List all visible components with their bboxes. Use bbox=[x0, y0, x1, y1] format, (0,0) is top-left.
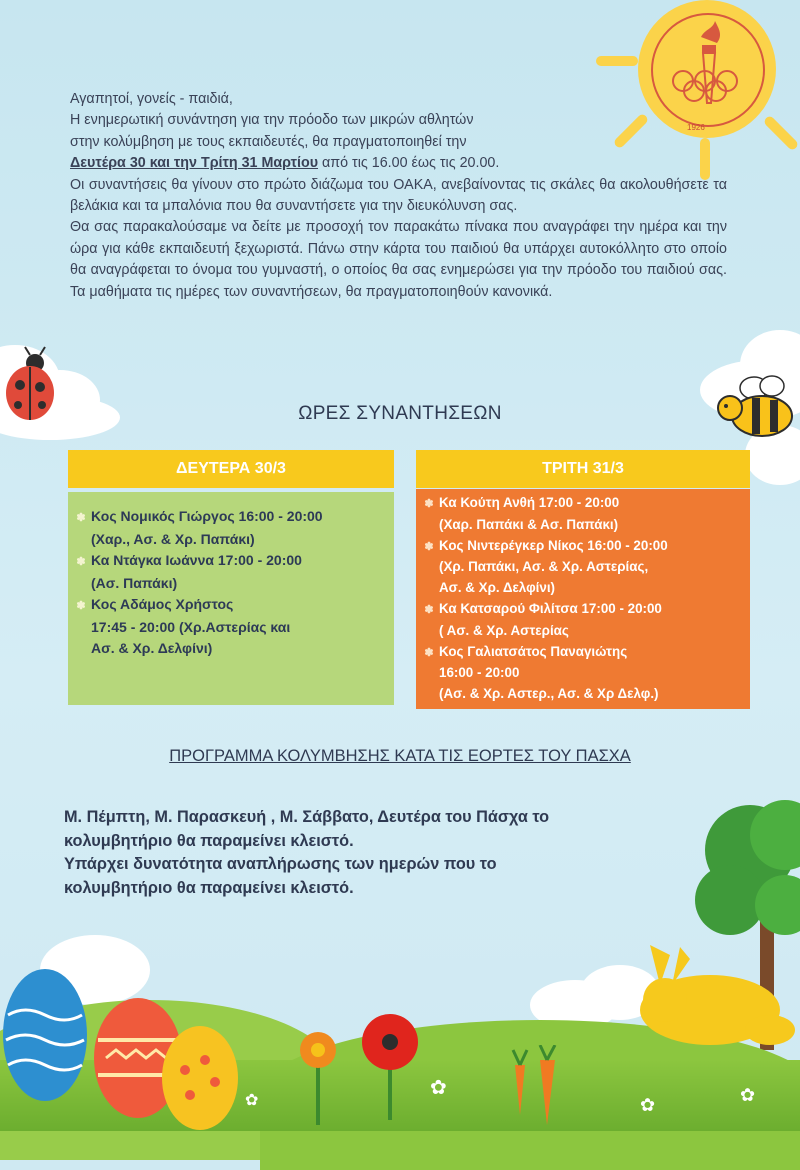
list-item bbox=[75, 550, 394, 594]
daisy-icon: ✿ bbox=[640, 1095, 656, 1116]
easter-egg-icon bbox=[160, 1020, 240, 1130]
trainer-name: Κος Γαλιατσάτος Παναγιώτης bbox=[439, 643, 628, 659]
schedule-title: ΩΡΕΣ ΣΥΝΑΝΤΗΣΕΩΝ bbox=[298, 403, 502, 424]
tuesday-header: ΤΡΙΤΗ 31/3 bbox=[416, 450, 750, 488]
poppy-icon bbox=[355, 1010, 425, 1120]
trainer-hours: 16:00 - 20:00 bbox=[439, 665, 520, 681]
trainer-hours: 17:45 - 20:00 (Χρ.Αστερίας και bbox=[91, 619, 291, 635]
meeting-dates-bold: Δευτέρα 30 και την Τρίτη 31 Μαρτίου bbox=[70, 155, 319, 172]
monday-schedule bbox=[68, 492, 394, 705]
sun-ray bbox=[596, 56, 638, 66]
flower-bullet-icon: ✽ bbox=[424, 498, 434, 510]
tuesday-schedule bbox=[416, 489, 750, 709]
meeting-dates bbox=[70, 153, 630, 174]
trainer-groups: ( Ασ. & Χρ. Αστερίας bbox=[439, 622, 569, 638]
poppy-icon bbox=[288, 1025, 348, 1125]
list-item bbox=[423, 493, 750, 536]
intro-line: στην κολύμβηση με τους εκπαιδευτές, θα πραγματοποιηθεί την bbox=[70, 133, 467, 150]
trainer-name: Κος Αδάμος Χρήστος bbox=[91, 596, 234, 612]
trainer-groups: (Ασ. Παπάκι) bbox=[91, 575, 178, 591]
monday-header: ΔΕΥΤΕΡΑ 30/3 bbox=[68, 450, 394, 488]
closure-line: κολυμβητήριο θα παραμείνει κλειστό. bbox=[64, 831, 354, 850]
rabbit-icon bbox=[620, 945, 800, 1065]
closure-line: Υπάρχει δυνατότητα αναπλήρωσης των ημερών που το bbox=[64, 855, 497, 873]
easter-egg-icon bbox=[0, 955, 90, 1105]
daisy-icon: ✿ bbox=[740, 1085, 756, 1106]
flower-bullet-icon: ✽ bbox=[424, 603, 434, 616]
logo-year: 1926 bbox=[687, 123, 705, 132]
list-item bbox=[75, 594, 394, 659]
closure-line: Μ. Πέμπτη, Μ. Παρασκευή , Μ. Σάββατο, Δευτέρα του Πάσχα το bbox=[64, 808, 550, 826]
easter-program-title: ΠΡΟΓΡΑΜΜΑ ΚΟΛΥΜΒΗΣΗΣ ΚΑΤΑ ΤΙΣ ΕΟΡΤΕΣ ΤΟΥ ΠΑΣΧΑ bbox=[169, 747, 631, 765]
list-item bbox=[423, 599, 750, 642]
trainer-name: Κος Νομικός Γιώργος 16:00 - 20:00 bbox=[91, 508, 323, 524]
closure-line: κολυμβητήριο θα παραμείνει κλειστό. bbox=[64, 878, 354, 897]
flower-bullet-icon: ✽ bbox=[76, 512, 86, 524]
trainer-groups: (Ασ. & Χρ. Αστερ., Ασ. & Χρ Δελφ.) bbox=[439, 686, 659, 702]
daisy-icon: ✿ bbox=[245, 1090, 259, 1109]
list-item bbox=[75, 506, 394, 550]
intro-letter bbox=[70, 89, 727, 303]
trainer-name: Κος Νιντερέγκερ Νίκος 16:00 - 20:00 bbox=[439, 537, 668, 553]
trainer-groups: (Χαρ., Ασ. & Χρ. Παπάκι) bbox=[91, 531, 255, 547]
flower-bullet-icon: ✽ bbox=[76, 600, 86, 612]
flower-bullet-icon: ✽ bbox=[76, 556, 86, 568]
trainer-groups: (Χρ. Παπάκι, Ασ. & Χρ. Αστερίας, bbox=[439, 559, 649, 575]
trainer-name: Κα Κατσαρού Φιλίτσα 17:00 - 20:00 bbox=[439, 600, 662, 616]
trainer-groups: Ασ. & Χρ. Δελφίνι) bbox=[91, 640, 213, 656]
easter-closure-notice bbox=[64, 806, 704, 900]
greeting: Αγαπητοί, γονείς - παιδιά, bbox=[70, 91, 233, 107]
trainer-groups: Ασ. & Χρ. Δελφίνι) bbox=[439, 580, 556, 596]
flower-bullet-icon: ✽ bbox=[424, 646, 434, 659]
trainer-name: Κα Κούτη Ανθή 17:00 - 20:00 bbox=[439, 495, 620, 510]
intro-line: Η ενημερωτική συνάντηση για την πρόοδο των μικρών αθλητών bbox=[70, 112, 474, 129]
trainer-groups: (Χαρ. Παπάκι & Ασ. Παπάκι) bbox=[439, 516, 619, 532]
meeting-hours: από τις 16.00 έως τις 20.00. bbox=[318, 155, 500, 172]
flower-bullet-icon: ✽ bbox=[424, 540, 434, 553]
carrot-icon bbox=[505, 1045, 575, 1125]
location-paragraph: Οι συναντήσεις θα γίνουν στο πρώτο διάζωμα του ΟΑΚΑ, ανεβαίνοντας τις σκάλες θα ακολουθήσετε τα βελάκια και τα μπαλόνια που θα συναντήσετε για την διευκόλυνση σας. bbox=[70, 176, 727, 215]
instructions-paragraph: Θα σας παρακαλούσαμε να δείτε με προσοχή τον παρακάτω πίνακα που αναγράφει την ημέρα και την ώρα για κάθε εκπαιδευτή ξεχωριστά. Πάνω στην κάρτα του παιδιού θα υπάρχει αυτοκόλλητο στο οποίο θα αναγράφεται το όνομα του γυμναστή, ο οποίος θα σας ενημερώσει για την πρόοδο του παιδιού σας. Τα μαθήματα τις ημέρες των συναντήσεων, θα πραγματοποιηθούν κανονικά. bbox=[70, 219, 727, 300]
list-item bbox=[423, 642, 750, 705]
list-item bbox=[423, 536, 750, 599]
daisy-icon: ✿ bbox=[430, 1075, 447, 1099]
trainer-name: Κα Ντάγκα Ιωάννα 17:00 - 20:00 bbox=[91, 552, 302, 568]
